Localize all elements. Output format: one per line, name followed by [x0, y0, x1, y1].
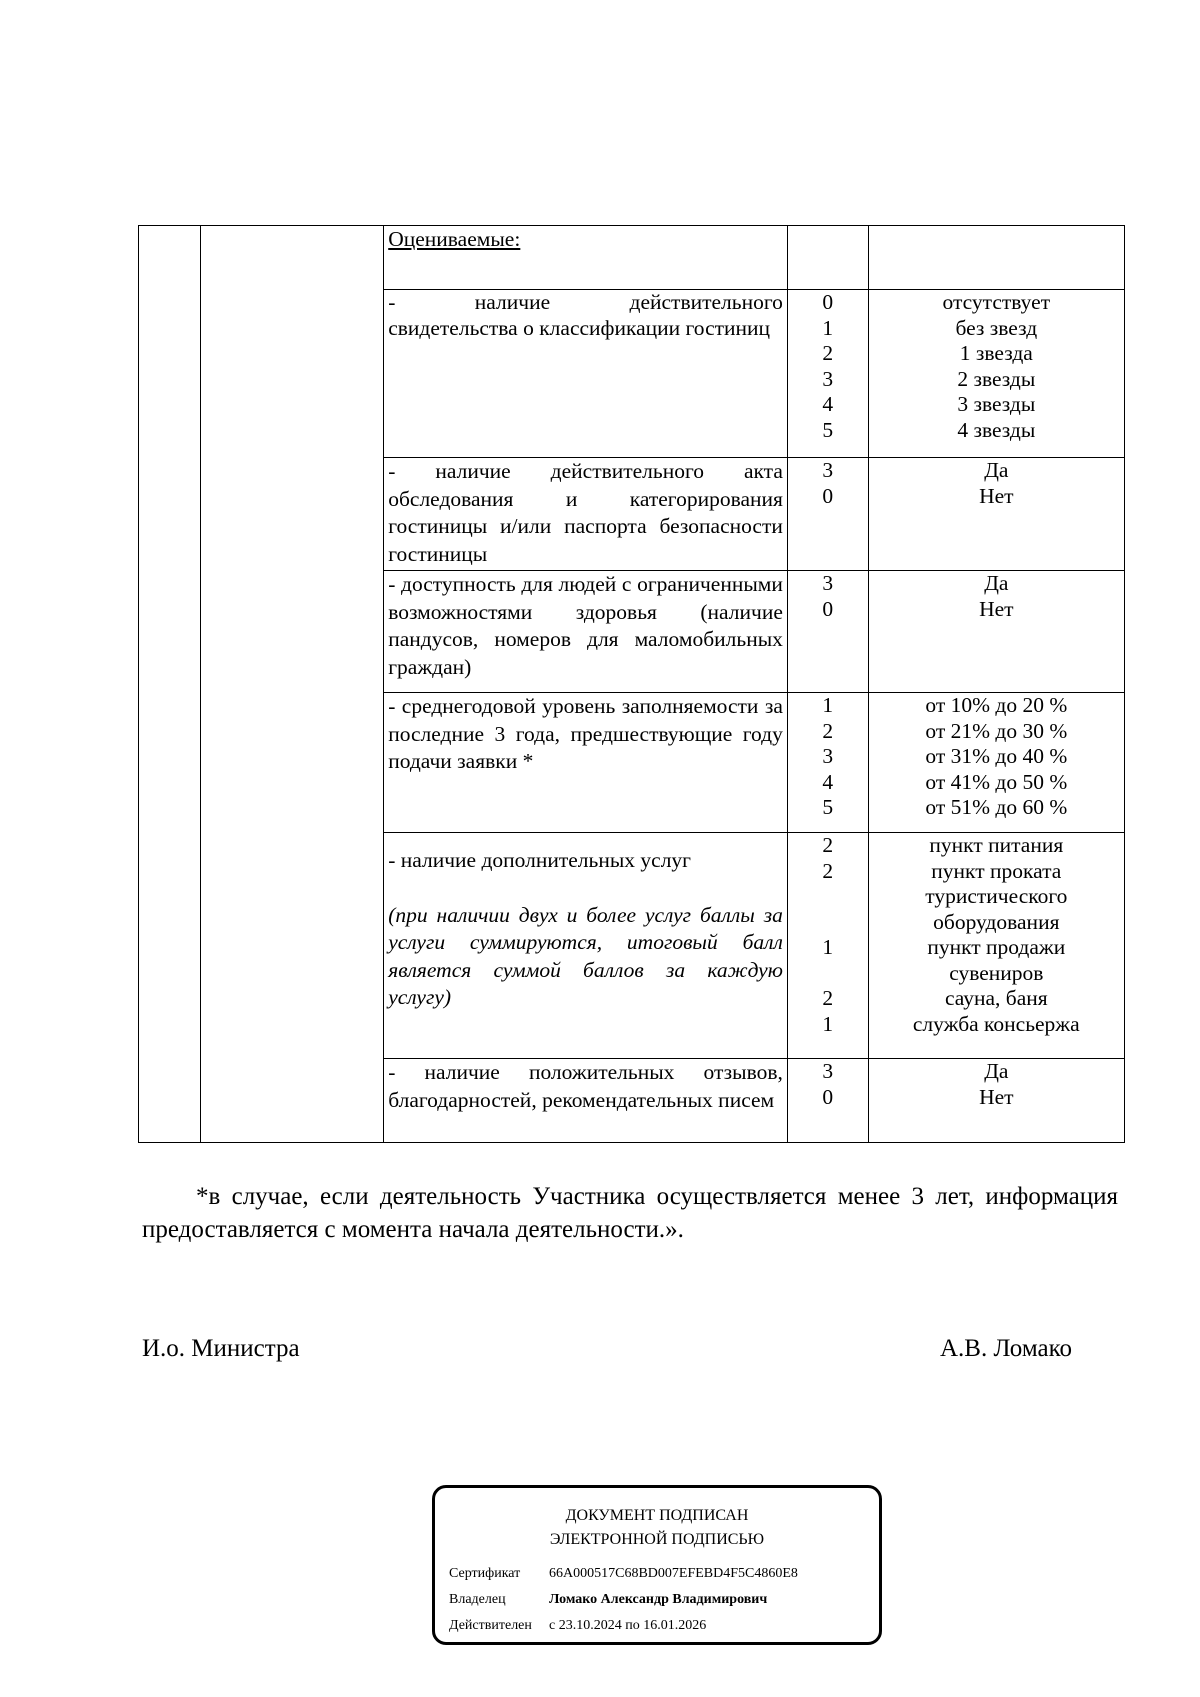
criterion-cell: - наличие действительного свидетельства о классификации гостиниц [384, 290, 788, 458]
option-value: 2 звезды [957, 366, 1036, 391]
criterion-cell: - среднегодовой уровень заполняемости за последние 3 года, предшествующие году подачи заявки * [384, 693, 788, 833]
score-cell [787, 833, 868, 1059]
value-cell [868, 693, 1124, 833]
score-cell [787, 571, 868, 693]
score-value: 2 [822, 833, 834, 857]
score-value: 1 [822, 935, 834, 959]
value-cell [868, 833, 1124, 1059]
option-value: 3 звезды [957, 392, 1036, 416]
option-value: от 10% до 20 % [925, 693, 1068, 717]
value-cell [868, 458, 1124, 571]
option-value: сувениров [949, 960, 1044, 985]
option-value: Нет [979, 596, 1014, 621]
score-value: 3 [822, 1059, 834, 1083]
score-value: 0 [822, 1084, 834, 1109]
option-value: Да [984, 571, 1009, 595]
score-value: 0 [822, 483, 834, 508]
score-value: 5 [822, 417, 834, 442]
footnote: *в случае, если деятельность Участника осуществляется менее 3 лет, информация предоставляется с момента начала деятельности.». [142, 1183, 1118, 1243]
option-value: сауна, баня [944, 986, 1048, 1010]
score-value: 3 [822, 744, 834, 768]
criterion-cell: - наличие положительных отзывов, благодарностей, рекомендательных писем [384, 1059, 788, 1143]
stamp-title-line2: ЭЛЕКТРОННОЙ ПОДПИСЬЮ [549, 1531, 765, 1548]
signatory-position: И.о. Министра [142, 1335, 300, 1362]
option-value: без звезд [955, 315, 1038, 340]
option-value: туристического [925, 884, 1068, 908]
stamp-validity: Действителен с 23.10.2024 по 16.01.2026 [449, 1618, 707, 1633]
number-column [139, 226, 201, 1143]
score-cell [787, 1059, 868, 1143]
score-value: 2 [822, 718, 834, 743]
option-value: оборудования [933, 909, 1060, 934]
criterion-note: (при наличии двух и более услуг баллы за услуги суммируются, итоговый балл является суммой баллов за каждую услугу) [388, 902, 783, 1009]
score-value: 4 [822, 769, 834, 794]
score-cell [787, 693, 868, 833]
criterion-name-column [200, 226, 384, 1143]
score-value: 1 [822, 1011, 834, 1036]
value-cell [868, 290, 1124, 458]
option-value: пункт проката [931, 858, 1062, 883]
stamp-title-line1: ДОКУМЕНТ ПОДПИСАН [565, 1507, 749, 1524]
score-value: 2 [822, 341, 834, 365]
score-value [788, 884, 868, 910]
criterion-cell: - наличие дополнительных услуг (при наличии двух и более услуг баллы за услуги суммируются, итоговый балл является суммой баллов за каждую услугу) [384, 833, 788, 1059]
score-value: 3 [822, 571, 834, 595]
value-cell [868, 1059, 1124, 1143]
option-value: от 41% до 50 % [925, 769, 1068, 794]
option-value: пункт продажи [927, 935, 1066, 959]
score-value: 1 [822, 693, 834, 717]
score-value: 0 [822, 596, 834, 621]
score-value: 0 [822, 290, 834, 314]
score-value: 1 [822, 315, 834, 340]
option-value: отсутствует [942, 290, 1051, 314]
option-value: от 31% до 40 % [925, 744, 1068, 768]
score-value: 2 [822, 986, 834, 1010]
score-value: 3 [822, 366, 834, 391]
table-header-row [139, 226, 1125, 290]
option-value: Нет [979, 483, 1014, 508]
option-value: Нет [979, 1084, 1014, 1109]
option-value: служба консьержа [912, 1011, 1080, 1036]
value-cell [868, 571, 1124, 693]
option-value: от 51% до 60 % [925, 795, 1068, 819]
score-cell [787, 458, 868, 571]
criterion-cell: - наличие действительного акта обследования и категорирования гостиницы и/или паспорта безопасности гостиницы [384, 458, 788, 571]
score-value: 4 [822, 392, 834, 416]
option-value: Да [984, 458, 1009, 482]
score-value [788, 910, 868, 936]
criteria-table [138, 225, 1125, 1143]
evaluated-header: Оцениваемые: [384, 226, 788, 290]
option-value: 4 звезды [957, 417, 1036, 442]
score-value: 5 [822, 795, 834, 819]
score-value [788, 961, 868, 987]
stamp-owner: Владелец Ломако Александр Владимирович [449, 1592, 768, 1607]
signatory-name: А.В. Ломако [940, 1335, 1072, 1362]
option-value: от 21% до 30 % [925, 718, 1068, 743]
option-value: пункт питания [929, 833, 1064, 857]
score-cell [787, 290, 868, 458]
option-value: 1 звезда [959, 341, 1033, 365]
criterion-cell: - доступность для людей с ограниченными возможностями здоровья (наличие пандусов, номеров для маломобильных граждан) [384, 571, 788, 693]
stamp-certificate: Сертификат 66A000517C68BD007EFEBD4F5C4860E8 [449, 1566, 798, 1581]
option-value: Да [984, 1059, 1009, 1083]
score-value: 2 [822, 858, 834, 883]
score-value: 3 [822, 458, 834, 482]
e-signature-stamp [432, 1485, 882, 1645]
